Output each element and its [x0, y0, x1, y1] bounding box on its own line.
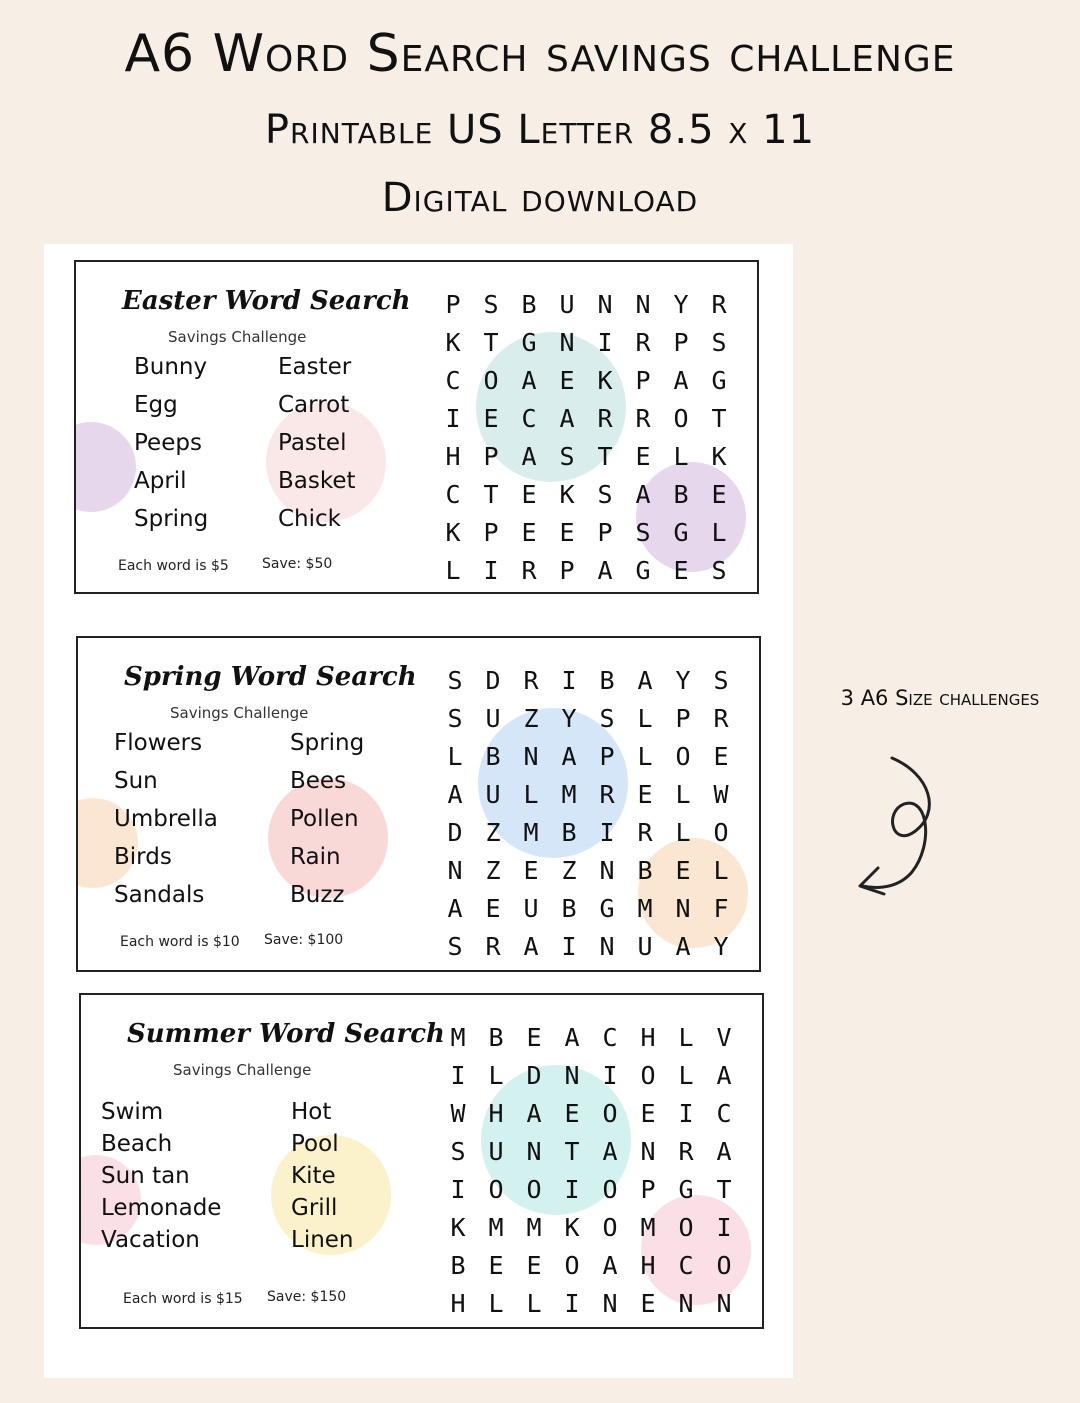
grid-letter: O — [564, 1251, 580, 1280]
grid-letter: R — [523, 666, 539, 695]
grid-letter: G — [599, 894, 615, 923]
grid-letter: R — [597, 404, 613, 433]
grid-letter: P — [483, 518, 499, 547]
grid-letter: N — [559, 328, 575, 357]
grid-letter: M — [640, 1213, 656, 1242]
spring-save-total: Save: $100 — [264, 932, 344, 948]
grid-letter: G — [678, 1175, 694, 1204]
grid-letter: O — [602, 1099, 618, 1128]
side-note: 3 A6 Size challenges — [840, 686, 1040, 710]
grid-letter: E — [675, 856, 691, 885]
grid-letter: M — [637, 894, 653, 923]
word-list-item: Pool — [291, 1131, 339, 1157]
grid-letter: O — [488, 1175, 504, 1204]
spring-card — [76, 636, 761, 972]
word-list-item: Lemonade — [101, 1195, 222, 1221]
grid-letter: G — [635, 556, 651, 585]
grid-letter: U — [523, 894, 539, 923]
grid-letter: N — [447, 856, 463, 885]
grid-letter: L — [675, 818, 691, 847]
grid-letter: D — [447, 818, 463, 847]
word-list-item: Rain — [290, 844, 341, 870]
easter-decoration — [266, 402, 386, 522]
page-subtitle-format: Printable US Letter 8.5 x 11 — [264, 107, 816, 153]
grid-letter: O — [675, 742, 691, 771]
word-list-item: Birds — [114, 844, 172, 870]
word-list-item: Carrot — [278, 392, 350, 418]
word-list-item: April — [134, 468, 187, 494]
grid-letter: E — [523, 856, 539, 885]
grid-letter: E — [637, 780, 653, 809]
word-list-item: Umbrella — [114, 806, 218, 832]
grid-letter: I — [564, 1289, 580, 1318]
easter-save-total: Save: $50 — [262, 556, 333, 572]
grid-letter: B — [637, 856, 653, 885]
grid-letter: R — [485, 932, 501, 961]
summer-save-total: Save: $150 — [267, 1289, 347, 1305]
word-list-item: Pollen — [290, 806, 359, 832]
grid-letter: M — [523, 818, 539, 847]
grid-letter: L — [711, 518, 727, 547]
grid-letter: A — [447, 780, 463, 809]
grid-letter: L — [523, 780, 539, 809]
grid-letter: G — [521, 328, 537, 357]
spring-card-title: Spring Word Search — [124, 662, 417, 692]
grid-letter: R — [599, 780, 615, 809]
word-list-item: Easter — [278, 354, 352, 380]
grid-letter: P — [635, 366, 651, 395]
grid-letter: N — [602, 1289, 618, 1318]
grid-letter: B — [561, 894, 577, 923]
grid-letter: I — [602, 1061, 618, 1090]
grid-letter: S — [447, 704, 463, 733]
word-list-item: Sun tan — [101, 1163, 190, 1189]
grid-letter: N — [716, 1289, 732, 1318]
word-list-item: Linen — [291, 1227, 354, 1253]
grid-letter: I — [597, 328, 613, 357]
grid-letter: K — [559, 480, 575, 509]
word-list-item: Sun — [114, 768, 158, 794]
grid-letter: K — [445, 518, 461, 547]
grid-letter: E — [521, 518, 537, 547]
grid-letter: A — [637, 666, 653, 695]
grid-letter: A — [673, 366, 689, 395]
grid-letter: O — [483, 366, 499, 395]
grid-letter: E — [488, 1251, 504, 1280]
grid-letter: A — [597, 556, 613, 585]
grid-letter: I — [445, 404, 461, 433]
grid-letter: L — [637, 704, 653, 733]
grid-letter: N — [599, 856, 615, 885]
grid-letter: S — [450, 1137, 466, 1166]
grid-letter: I — [599, 818, 615, 847]
grid-letter: Z — [485, 856, 501, 885]
grid-letter: A — [521, 366, 537, 395]
grid-letter: H — [450, 1289, 466, 1318]
grid-letter: T — [483, 328, 499, 357]
grid-letter: B — [488, 1023, 504, 1052]
easter-letter-grid — [434, 290, 738, 590]
grid-letter: L — [488, 1061, 504, 1090]
spring-letter-grid — [436, 666, 740, 966]
grid-letter: A — [602, 1251, 618, 1280]
grid-letter: D — [485, 666, 501, 695]
grid-letter: M — [488, 1213, 504, 1242]
grid-letter: E — [521, 480, 537, 509]
grid-letter: E — [564, 1099, 580, 1128]
word-list-item: Pastel — [278, 430, 347, 456]
grid-letter: A — [675, 932, 691, 961]
grid-letter: I — [678, 1099, 694, 1128]
grid-letter: L — [673, 442, 689, 471]
word-list-item: Flowers — [114, 730, 203, 756]
grid-letter: N — [523, 742, 539, 771]
grid-letter: E — [483, 404, 499, 433]
grid-letter: S — [711, 556, 727, 585]
grid-letter: A — [559, 404, 575, 433]
grid-letter: N — [640, 1137, 656, 1166]
spring-per-word-amount: Each word is $10 — [120, 934, 240, 950]
grid-letter: Y — [561, 704, 577, 733]
grid-letter: P — [597, 518, 613, 547]
easter-per-word-amount: Each word is $5 — [118, 558, 229, 574]
grid-letter: K — [597, 366, 613, 395]
grid-letter: L — [447, 742, 463, 771]
grid-letter: Z — [561, 856, 577, 885]
grid-letter: E — [640, 1289, 656, 1318]
grid-letter: I — [450, 1175, 466, 1204]
grid-letter: N — [635, 290, 651, 319]
grid-letter: A — [523, 932, 539, 961]
grid-letter: L — [713, 856, 729, 885]
grid-letter: S — [713, 666, 729, 695]
grid-letter: N — [564, 1061, 580, 1090]
grid-letter: N — [675, 894, 691, 923]
grid-letter: O — [602, 1175, 618, 1204]
grid-letter: O — [526, 1175, 542, 1204]
word-list-item: Grill — [291, 1195, 338, 1221]
grid-letter: I — [716, 1213, 732, 1242]
grid-letter: M — [561, 780, 577, 809]
page-subtitle-download: Digital download — [381, 175, 699, 221]
grid-letter: D — [526, 1061, 542, 1090]
page-title: A6 Word Search savings challenge — [124, 24, 956, 84]
word-list-item: Egg — [134, 392, 178, 418]
grid-letter: L — [678, 1023, 694, 1052]
grid-letter: K — [445, 328, 461, 357]
grid-letter: U — [488, 1137, 504, 1166]
grid-letter: O — [640, 1061, 656, 1090]
grid-letter: S — [483, 290, 499, 319]
grid-letter: A — [447, 894, 463, 923]
easter-card-subtitle: Savings Challenge — [168, 328, 307, 346]
spring-card-subtitle: Savings Challenge — [170, 704, 309, 722]
grid-letter: T — [597, 442, 613, 471]
grid-letter: K — [711, 442, 727, 471]
grid-letter: P — [640, 1175, 656, 1204]
grid-letter: R — [678, 1137, 694, 1166]
word-list-item: Bees — [290, 768, 347, 794]
grid-letter: O — [673, 404, 689, 433]
grid-letter: L — [678, 1061, 694, 1090]
summer-card-subtitle: Savings Challenge — [173, 1061, 312, 1079]
grid-letter: T — [564, 1137, 580, 1166]
grid-letter: O — [602, 1213, 618, 1242]
grid-letter: R — [637, 818, 653, 847]
word-list-item: Sandals — [114, 882, 205, 908]
grid-letter: U — [485, 780, 501, 809]
grid-letter: E — [635, 442, 651, 471]
grid-letter: E — [640, 1099, 656, 1128]
grid-letter: T — [711, 404, 727, 433]
grid-letter: S — [599, 704, 615, 733]
grid-letter: Y — [713, 932, 729, 961]
summer-card — [79, 993, 764, 1329]
grid-letter: H — [445, 442, 461, 471]
grid-letter: S — [447, 932, 463, 961]
grid-letter: N — [599, 932, 615, 961]
grid-letter: U — [485, 704, 501, 733]
word-list-item: Spring — [134, 506, 209, 532]
grid-letter: M — [450, 1023, 466, 1052]
grid-letter: E — [526, 1251, 542, 1280]
grid-letter: R — [635, 328, 651, 357]
grid-letter: U — [559, 290, 575, 319]
grid-letter: R — [521, 556, 537, 585]
grid-letter: P — [673, 328, 689, 357]
grid-letter: R — [711, 290, 727, 319]
grid-letter: L — [445, 556, 461, 585]
grid-letter: L — [488, 1289, 504, 1318]
grid-letter: K — [564, 1213, 580, 1242]
grid-letter: S — [559, 442, 575, 471]
grid-letter: S — [711, 328, 727, 357]
grid-letter: S — [635, 518, 651, 547]
grid-letter: C — [445, 480, 461, 509]
grid-letter: W — [713, 780, 729, 809]
grid-letter: L — [637, 742, 653, 771]
grid-letter: B — [561, 818, 577, 847]
grid-letter: O — [713, 818, 729, 847]
grid-letter: G — [711, 366, 727, 395]
grid-letter: A — [526, 1099, 542, 1128]
grid-letter: Z — [485, 818, 501, 847]
grid-letter: P — [675, 704, 691, 733]
grid-letter: Y — [673, 290, 689, 319]
grid-letter: N — [678, 1289, 694, 1318]
word-list-item: Kite — [291, 1163, 336, 1189]
curved-arrow-icon — [852, 752, 942, 902]
grid-letter: F — [713, 894, 729, 923]
grid-letter: H — [640, 1023, 656, 1052]
grid-letter: P — [445, 290, 461, 319]
grid-letter: A — [564, 1023, 580, 1052]
grid-letter: I — [561, 932, 577, 961]
grid-letter: E — [559, 518, 575, 547]
grid-letter: A — [602, 1137, 618, 1166]
word-list-item: Swim — [101, 1099, 164, 1125]
easter-card — [74, 260, 759, 594]
grid-letter: S — [597, 480, 613, 509]
grid-letter: A — [635, 480, 651, 509]
grid-letter: V — [716, 1023, 732, 1052]
word-list-item: Beach — [101, 1131, 173, 1157]
grid-letter: P — [599, 742, 615, 771]
grid-letter: G — [673, 518, 689, 547]
grid-letter: I — [561, 666, 577, 695]
word-list-item: Chick — [278, 506, 341, 532]
grid-letter: A — [561, 742, 577, 771]
word-list-item: Basket — [278, 468, 356, 494]
spring-decoration — [268, 778, 388, 898]
grid-letter: A — [521, 442, 537, 471]
grid-letter: T — [483, 480, 499, 509]
word-list-item: Hot — [291, 1099, 332, 1125]
grid-letter: P — [559, 556, 575, 585]
grid-letter: E — [559, 366, 575, 395]
grid-letter: B — [521, 290, 537, 319]
grid-letter: E — [673, 556, 689, 585]
grid-letter: A — [716, 1061, 732, 1090]
grid-letter: H — [488, 1099, 504, 1128]
grid-letter: O — [716, 1251, 732, 1280]
easter-decoration — [74, 422, 136, 512]
grid-letter: S — [447, 666, 463, 695]
grid-letter: U — [637, 932, 653, 961]
summer-letter-grid — [439, 1023, 743, 1323]
grid-letter: H — [640, 1251, 656, 1280]
word-list-item: Vacation — [101, 1227, 200, 1253]
grid-letter: O — [678, 1213, 694, 1242]
grid-letter: B — [599, 666, 615, 695]
grid-letter: W — [450, 1099, 466, 1128]
grid-letter: C — [521, 404, 537, 433]
grid-letter: T — [716, 1175, 732, 1204]
word-list-item: Spring — [290, 730, 365, 756]
grid-letter: L — [526, 1289, 542, 1318]
grid-letter: B — [673, 480, 689, 509]
grid-letter: E — [526, 1023, 542, 1052]
grid-letter: M — [526, 1213, 542, 1242]
grid-letter: I — [564, 1175, 580, 1204]
grid-letter: E — [485, 894, 501, 923]
summer-card-title: Summer Word Search — [127, 1019, 445, 1049]
grid-letter: Y — [675, 666, 691, 695]
word-list-item: Buzz — [290, 882, 345, 908]
grid-letter: I — [450, 1061, 466, 1090]
grid-letter: Z — [523, 704, 539, 733]
word-list-item: Bunny — [134, 354, 208, 380]
grid-letter: C — [716, 1099, 732, 1128]
grid-letter: K — [450, 1213, 466, 1242]
grid-letter: N — [597, 290, 613, 319]
grid-letter: R — [713, 704, 729, 733]
easter-card-title: Easter Word Search — [122, 286, 411, 316]
grid-letter: B — [485, 742, 501, 771]
grid-letter: C — [602, 1023, 618, 1052]
printable-sheet — [44, 244, 793, 1378]
grid-letter: N — [526, 1137, 542, 1166]
grid-letter: B — [450, 1251, 466, 1280]
grid-letter: C — [678, 1251, 694, 1280]
word-list-item: Peeps — [134, 430, 202, 456]
grid-letter: I — [483, 556, 499, 585]
grid-letter: E — [711, 480, 727, 509]
grid-letter: P — [483, 442, 499, 471]
summer-per-word-amount: Each word is $15 — [123, 1291, 243, 1307]
grid-letter: A — [716, 1137, 732, 1166]
grid-letter: R — [635, 404, 651, 433]
grid-letter: E — [713, 742, 729, 771]
grid-letter: C — [445, 366, 461, 395]
grid-letter: L — [675, 780, 691, 809]
